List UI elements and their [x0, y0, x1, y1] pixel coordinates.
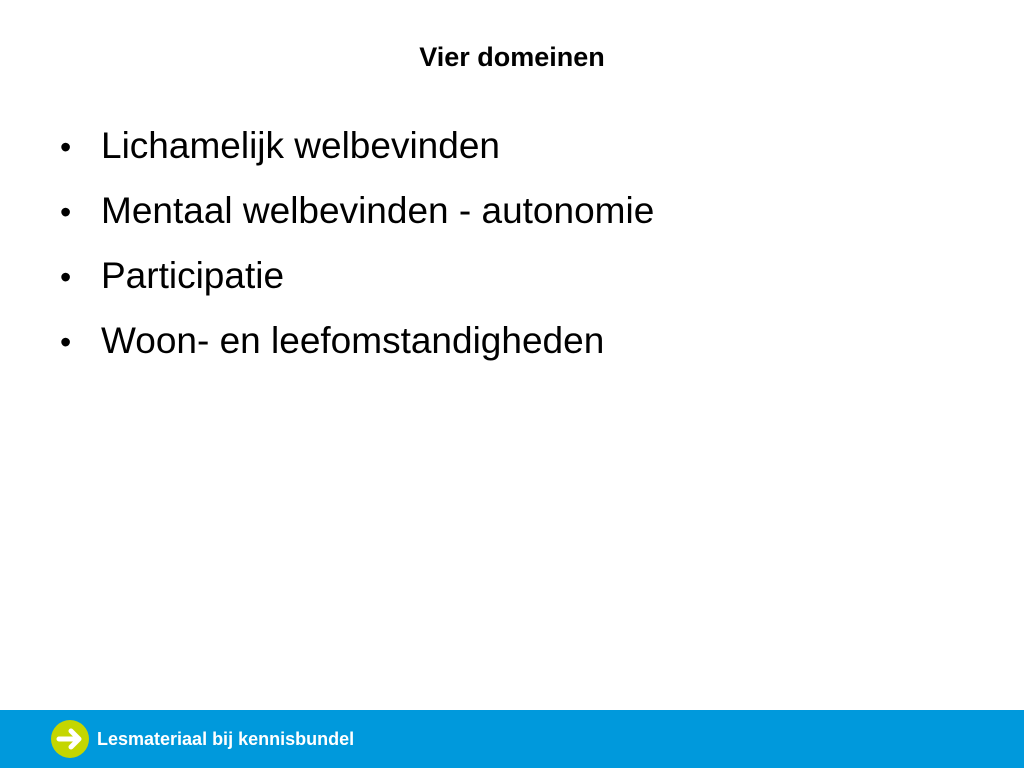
bullet-list — [60, 118, 960, 378]
slide-title: Vier domeinen — [419, 42, 605, 72]
bullet-text: Lichamelijk welbevinden — [101, 125, 500, 166]
bullet-text: Mentaal welbevinden - autonomie — [101, 190, 655, 231]
arrow-right-icon — [51, 720, 89, 758]
footer-bar — [0, 710, 1024, 768]
bullet-text: Woon- en leefomstandigheden — [101, 320, 605, 361]
footer-label: Lesmateriaal bij kennisbundel — [97, 729, 355, 749]
bullet-dot-icon: • — [60, 259, 72, 295]
bullet-dot-icon: • — [60, 324, 72, 360]
bullet-item — [60, 248, 960, 313]
bullet-dot-icon: • — [60, 194, 72, 230]
bullet-item — [60, 313, 960, 378]
bullet-item — [60, 183, 960, 248]
bullet-item — [60, 118, 960, 183]
bullet-dot-icon: • — [60, 129, 72, 165]
bullet-text: Participatie — [101, 255, 285, 296]
